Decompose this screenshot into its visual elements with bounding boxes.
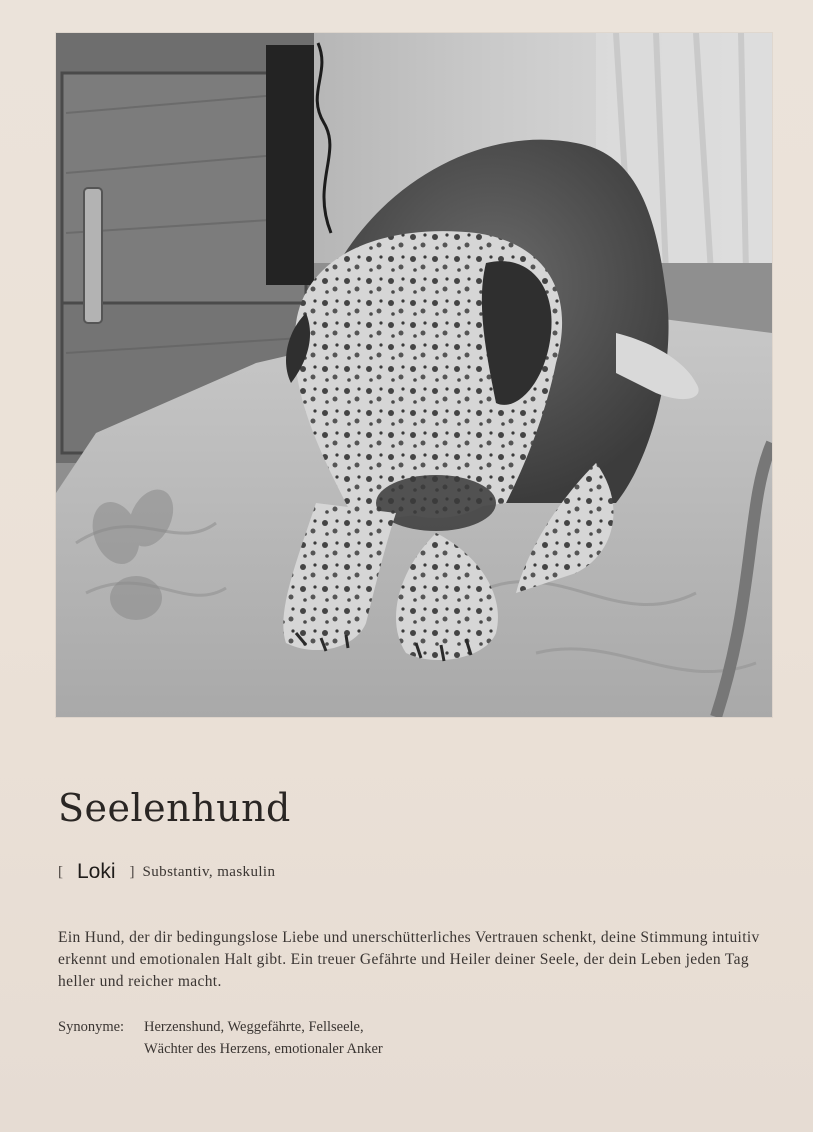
bracket-close: ] <box>129 863 135 880</box>
synonyms-line-1: Herzenshund, Weggefährte, Fellseele, <box>144 1019 364 1035</box>
synonyms-line-2: Wächter des Herzens, emotionaler Anker <box>144 1041 383 1057</box>
synonyms-list <box>144 1016 383 1060</box>
dog-photo-illustration <box>56 33 772 717</box>
headword: Seelenhund <box>58 786 291 830</box>
bracket-open: [ <box>58 863 63 880</box>
synonyms-block <box>58 1016 383 1060</box>
dog-photo <box>56 33 772 717</box>
synonyms-label: Synonyme: <box>58 1019 125 1035</box>
pronunciation-line <box>58 858 275 886</box>
definition-text: Ein Hund, der dir bedingungslose Liebe und unerschütterliches Vertrauen schenkt, deine Stimmung intuitiv erkennt und emotionalen Halt gibt. Ein treuer Gefährte und Heiler deiner Seele, der dein Leben jeden Tag heller und reicher macht. <box>58 929 760 990</box>
word-class: Substantiv, maskulin <box>142 863 276 880</box>
pet-name: Loki <box>77 860 116 883</box>
